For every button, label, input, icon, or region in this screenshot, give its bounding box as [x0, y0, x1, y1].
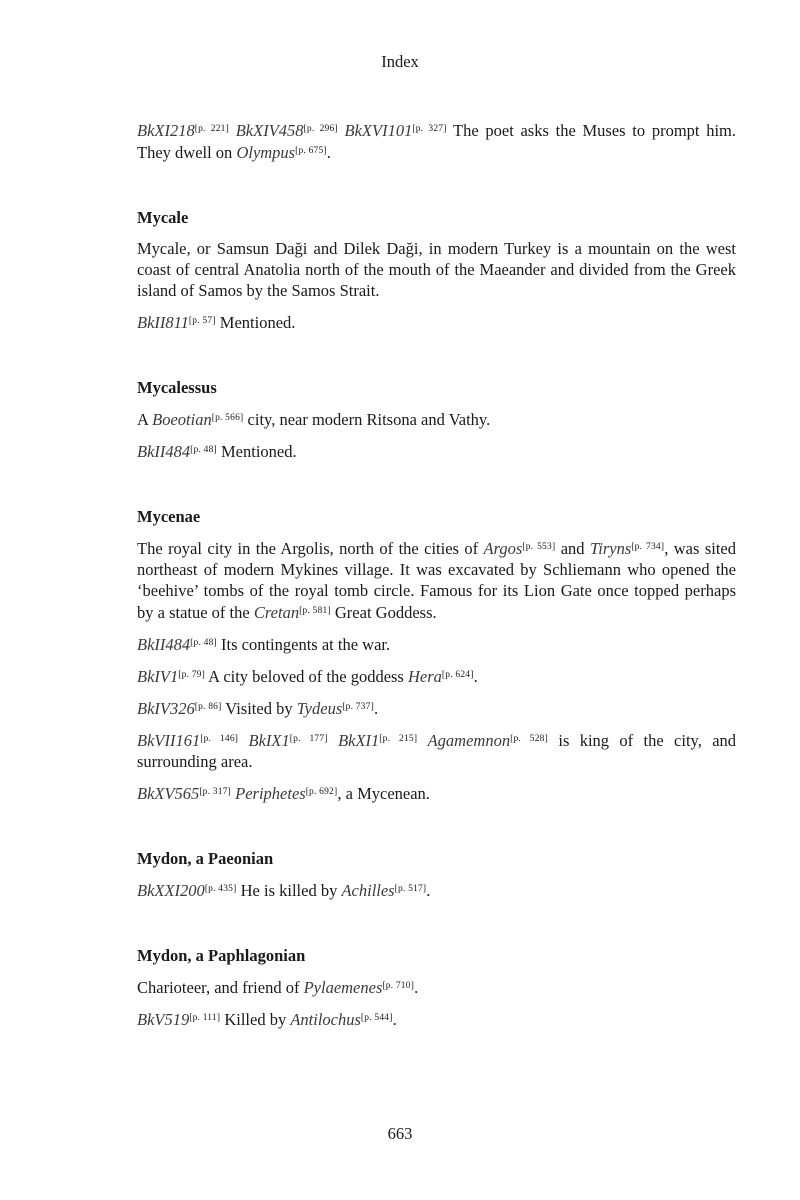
body-text — [338, 121, 345, 140]
entry-paragraph — [137, 879, 736, 901]
cross-reference-link[interactable]: BkXIV458 — [235, 121, 304, 140]
entry-paragraph — [137, 408, 736, 430]
body-text: Killed by — [220, 1010, 291, 1029]
cross-reference-link[interactable]: BkXVI101 — [344, 121, 413, 140]
body-text: city, near modern Ritsona and Vathy. — [243, 410, 491, 429]
index-entry-mycalessus — [137, 377, 736, 462]
cross-reference-link[interactable]: BkIV326 — [137, 699, 195, 718]
entry-paragraph — [137, 1008, 736, 1030]
running-head: Index — [381, 52, 419, 71]
body-text: . — [326, 143, 331, 162]
body-text: . — [414, 978, 419, 997]
body-text: A city beloved of the goddess — [204, 667, 408, 686]
cross-reference-link[interactable]: Periphetes — [235, 784, 306, 803]
page-reference: [p. 177] — [289, 734, 328, 744]
cross-reference-link[interactable]: BkXV565 — [137, 784, 200, 803]
page-reference: [p. 86] — [194, 702, 222, 712]
body-text: . — [373, 699, 379, 718]
body-text: The royal city in the Argolis, north of the cities of — [137, 539, 484, 558]
page-reference: [p. 692] — [305, 787, 338, 797]
cross-reference-link[interactable]: Achilles — [341, 881, 395, 900]
body-text: Charioteer, and friend of — [137, 978, 304, 997]
page-reference: [p. 710] — [382, 981, 415, 991]
page-reference: [p. 57] — [188, 316, 216, 326]
cross-reference-link[interactable]: Cretan — [253, 603, 300, 622]
page-reference: [p. 528] — [510, 734, 548, 744]
index-entry-mycale — [137, 207, 736, 333]
body-text: Mycale, or Samsun Daği and Dilek Daği, in modern Turkey is a mountain on the west coast of central Anatolia north of the mouth of the Maeander and divided from the Greek island of Samos by the Samos Strait. — [137, 239, 736, 300]
cross-reference-link[interactable]: Olympus — [236, 143, 296, 162]
body-text: He is killed by — [236, 881, 342, 900]
cross-reference-link[interactable]: Tiryns — [589, 539, 632, 558]
cross-reference-link[interactable]: Argos — [483, 539, 523, 558]
body-text: . — [473, 667, 478, 686]
cross-reference-link[interactable]: BkXXI200 — [137, 881, 205, 900]
body-text: and — [555, 539, 590, 558]
page-reference: [p. 215] — [379, 734, 418, 744]
entry-heading: Mycale — [137, 208, 189, 227]
body-text: Visited by — [221, 699, 297, 718]
entry-paragraph — [137, 633, 736, 655]
page-number: 663 — [387, 1124, 413, 1143]
cross-reference-link[interactable]: Hera — [407, 667, 442, 686]
body-text: . — [426, 881, 431, 900]
cross-reference-link[interactable]: Boeotian — [152, 410, 212, 429]
entry-paragraph — [137, 440, 736, 462]
cross-reference-link[interactable]: BkII484 — [137, 442, 191, 461]
page-reference: [p. 624] — [441, 670, 474, 680]
entry-paragraph — [137, 697, 736, 719]
entry-paragraph — [137, 537, 736, 623]
cross-reference-link[interactable]: BkIV1 — [137, 667, 179, 686]
page-reference: [p. 675] — [295, 146, 327, 156]
page-reference: [p. 327] — [412, 124, 447, 134]
page-reference: [p. 435] — [204, 884, 237, 894]
index-content — [137, 119, 736, 1030]
index-entry-mycenae — [137, 506, 736, 804]
entry-heading: Mycenae — [137, 507, 201, 526]
body-text: is king of the city, and surrounding area. — [137, 731, 737, 771]
page-reference: [p. 221] — [194, 124, 229, 134]
cross-reference-link[interactable]: BkV519 — [137, 1010, 190, 1029]
cross-reference-link[interactable]: BkXI1 — [338, 731, 380, 750]
page-reference: [p. 48] — [190, 445, 217, 455]
body-text: Great Goddess. — [330, 603, 437, 622]
page-reference: [p. 734] — [631, 542, 665, 552]
body-text: Mentioned. — [216, 442, 297, 461]
body-text — [328, 731, 338, 750]
entry-heading: Mycalessus — [137, 378, 217, 397]
page-reference: [p. 317] — [199, 787, 231, 797]
page-reference: [p. 146] — [200, 734, 239, 744]
page-reference: [p. 296] — [303, 124, 338, 134]
entry-paragraph — [137, 976, 736, 998]
cross-reference-link[interactable]: BkII811 — [137, 313, 189, 332]
page-reference: [p. 79] — [178, 670, 205, 680]
body-text — [238, 731, 248, 750]
entry-heading: Mydon, a Paeonian — [137, 849, 274, 868]
cross-reference-link[interactable]: Agamemnon — [427, 731, 511, 750]
entry-heading: Mydon, a Paphlagonian — [137, 946, 306, 965]
body-text: Mentioned. — [215, 313, 296, 332]
cross-reference-link[interactable]: BkIX1 — [248, 731, 290, 750]
entry-paragraph — [137, 729, 736, 772]
index-entry-continued — [137, 119, 736, 163]
body-text: , was sited northeast of modern Mykines village. It was excavated by Schliemann who opened the ‘beehive’ tombs of the royal tomb circle. Famous for its Lion Gate once topped perhaps by a statue of the — [137, 539, 736, 622]
page-reference: [p. 581] — [299, 606, 331, 616]
body-text: The poet asks the Muses to prompt him. They dwell on — [137, 121, 736, 162]
entry-paragraph — [137, 665, 736, 687]
cross-reference-link[interactable]: Pylaemenes — [303, 978, 383, 997]
page-reference: [p. 544] — [360, 1013, 393, 1023]
cross-reference-link[interactable]: Antilochus — [290, 1010, 361, 1029]
cross-reference-link[interactable]: BkII484 — [137, 635, 191, 654]
page-reference: [p. 553] — [522, 542, 556, 552]
cross-reference-link[interactable]: BkVII161 — [137, 731, 201, 750]
index-entry-mydon-paeonian — [137, 848, 736, 901]
body-text: , a Mycenean. — [337, 784, 430, 803]
index-entry-mydon-paphlagonian — [137, 945, 736, 1030]
body-text: A — [137, 410, 153, 429]
page-reference: [p. 48] — [190, 638, 217, 648]
body-text — [417, 731, 427, 750]
body-text: Its contingents at the war. — [216, 635, 391, 654]
entry-paragraph — [137, 311, 736, 333]
cross-reference-link[interactable]: Tydeus — [296, 699, 343, 718]
page-reference: [p. 566] — [211, 413, 244, 423]
page-reference: [p. 517] — [394, 884, 427, 894]
body-text: . — [392, 1010, 397, 1029]
cross-reference-link[interactable]: BkXI218 — [137, 121, 195, 140]
body-text — [229, 121, 236, 140]
entry-paragraph — [137, 782, 736, 804]
page-reference: [p. 737] — [342, 702, 374, 712]
page-reference: [p. 111] — [189, 1013, 221, 1023]
entry-paragraph — [137, 119, 736, 163]
entry-paragraph — [137, 238, 736, 301]
